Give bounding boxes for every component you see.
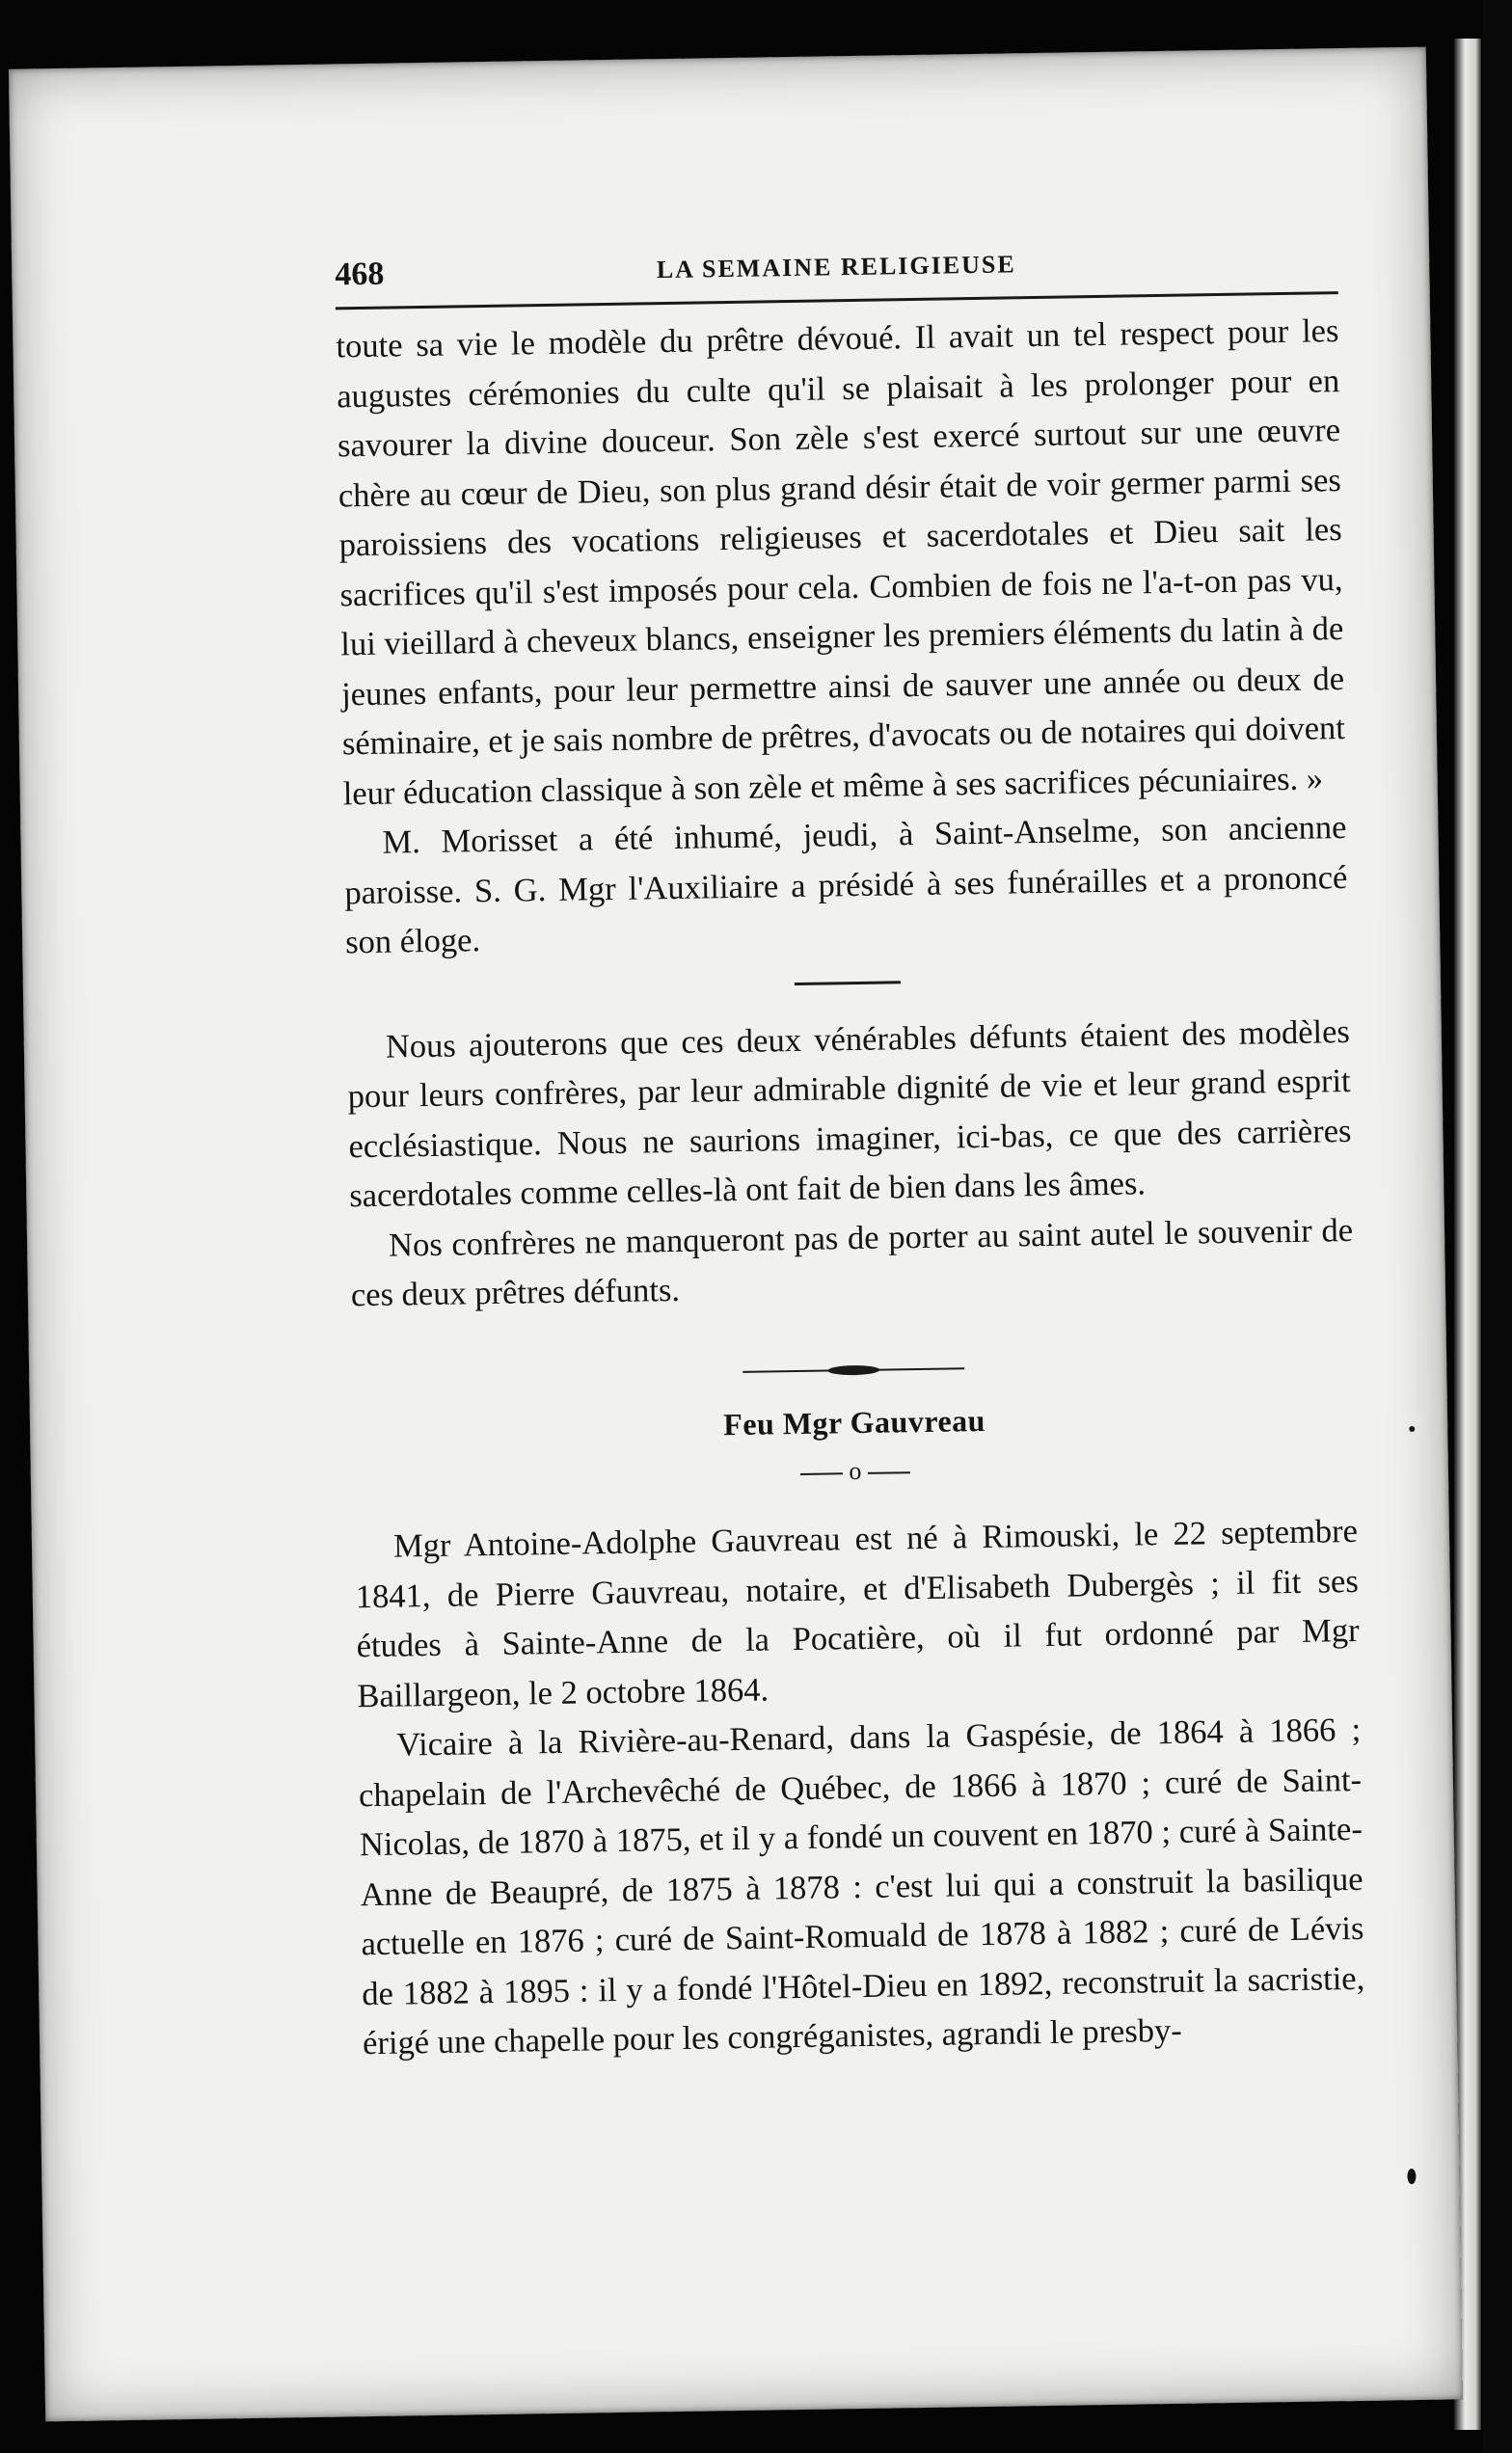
ornament-knot (827, 1364, 879, 1375)
paragraph-prayer: Nos confrères ne manqueront pas de porter au saint autel le souvenir de ces deux prêtres défunts. (350, 1211, 1354, 1314)
title-separator (354, 1449, 1357, 1494)
paragraph-burial: M. Morisset a été inhumé, jeudi, à Saint-Anselme, son ancienne paroisse. S. G. Mgr l'Auxiliaire a présidé à ses funérailles et a prononcé son éloge. (344, 809, 1348, 961)
page-content (332, 48, 1365, 2062)
page-edge-strip (1454, 39, 1481, 2430)
ornamental-divider (742, 1361, 964, 1379)
paragraph-continuation: toute sa vie le modèle du prêtre dévoué. Il avait un tel respect pour les augustes cérémonies du culte qu'il se plaisait à les prolonger pour en savourer la divine douceur. Son zèle s'est exercé surtout sur une œuvre chère au cœur de Dieu, son plus grand désir était de voir germer parmi ses paroissiens des vocations religieuses et sacerdotales et Dieu sait les sacrifices qu'il s'est imposés pour cela. Combien de fois ne l'a-t-on pas vu, lui vieillard à cheveux blancs, enseigner les premiers éléments du latin à de jeunes enfants, pour leur permettre ainsi de sauver une année ou deux de séminaire, et je sais nombre de prêtres, d'avocats ou de notaires qui doivent leur éducation classique à son zèle et même à ses sacrifices pécuniaires. » (336, 312, 1346, 812)
section-divider-rule (795, 981, 901, 985)
book-page (9, 47, 1463, 2422)
paragraph-tribute: Nous ajouterons que ces deux vénérables défunts étaient des modèles pour leurs confrères, par leur admirable dignité de vie et leur grand esprit ecclésiastique. Nous ne saurions imaginer, ici-bas, ce que des carrières sacerdotales comme celles-là ont fait de bien dans les âmes. (347, 1012, 1352, 1215)
scan-border-right (1483, 0, 1512, 2453)
paragraph-biography-birth: Mgr Antoine-Adolphe Gauvreau est né à Rimouski, le 22 septembre 1841, de Pierre Gauvreau, notaire, et d'Elisabeth Dubergès ; il fit ses études à Sainte-Anne de la Pocatière, où il fut ordonné par Mgr Baillargeon, le 2 octobre 1864. (355, 1512, 1360, 1714)
separator-dash-right (868, 1471, 910, 1474)
scan-speck (1407, 2169, 1416, 2184)
separator-dash-left (800, 1472, 843, 1475)
paragraph-biography-career: Vicaire à la Rivière-au-Renard, dans la Gaspésie, de 1864 à 1866 ; chapelain de l'Archevêché de Québec, de 1866 à 1870 ; curé de Saint-Nicolas, de 1870 à 1875, et il y a fondé un couvent en 1870 ; curé à Sainte-Anne de Beaupré, de 1875 à 1878 : c'est lui qui a construit la basilique actuelle en 1876 ; curé de Saint-Romuald de 1878 à 1882 ; curé de Lévis de 1882 à 1895 : il y a fondé l'Hôtel-Dieu en 1892, reconstruit la sacristie, érigé une chapelle pour les congréganistes, agrandi le presby- (358, 1711, 1365, 2062)
page-number: 468 (335, 256, 385, 293)
article-body (336, 307, 1365, 2069)
journal-title: LA SEMAINE RELIGIEUSE (656, 250, 1016, 284)
separator-mark: o (849, 1456, 862, 1486)
section-title: Feu Mgr Gauvreau (722, 1402, 986, 1442)
scan-speck (1409, 1426, 1415, 1432)
